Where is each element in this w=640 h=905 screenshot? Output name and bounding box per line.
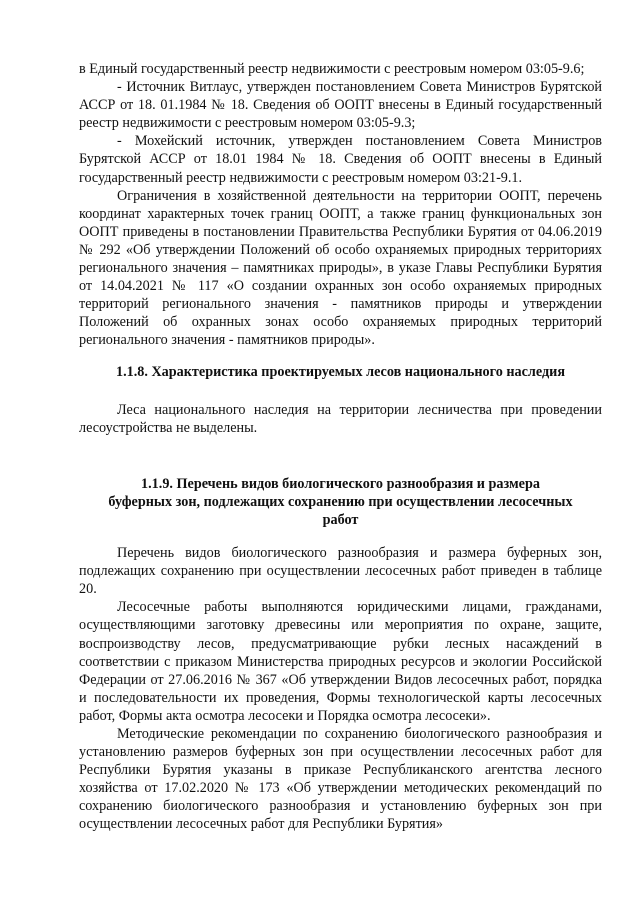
heading-1-1-9-line-1: 1.1.9. Перечень видов биологического разнообразия и размера xyxy=(141,475,540,492)
heading-1-1-9-line-3: работ xyxy=(322,511,359,528)
paragraph-restrictions: Ограничения в хозяйственной деятельности на территории ООПТ, перечень координат характерных точек границ ООПТ, а также границ функциональных зон ООПТ приведены в постановлении Правительства Республики Бурятия от 04.06.2019 № 292 «Об утверждении Положений об особо охраняемых природных территориях регионального значения – памятниках природы», в указе Главы Республики Бурятия от 14.04.2021 № 117 «О создании охранных зон особо охраняемых природных территорий регионального значения - памятников природы и утверждении Положений об охранных зонах особо охраняемых природных территорий регионального значения - памятников природы». xyxy=(79,187,602,349)
heading-1-1-8: 1.1.8. Характеристика проектируемых лесов национального наследия xyxy=(115,363,566,380)
paragraph-vitlaus-source: - Источник Витлаус, утвержден постановлением Совета Министров Бурятской АССР от 18. 01.1984 № 18. Сведения об ООПТ внесены в Единый государственный реестр недвижимости с реестровым номером 03:05-9.3; xyxy=(79,79,602,132)
paragraph-biodiversity-list: Перечень видов биологического разнообразия и размера буферных зон, подлежащих сохранению при осуществлении лесосечных работ приведен в таблице 20. xyxy=(79,545,602,598)
paragraph-registry-continuation: в Единый государственный реестр недвижимости с реестровым номером 03:05-9.6; xyxy=(79,61,585,77)
heading-1-1-9-line-2: буферных зон, подлежащих сохранению при осуществлении лесосечных xyxy=(108,493,573,510)
heading-1-1-9 xyxy=(79,475,602,529)
document-page xyxy=(79,60,602,834)
paragraph-national-heritage-forests: Леса национального наследия на территории лесничества при проведении лесоустройства не выделены. xyxy=(79,401,602,436)
paragraph-logging-works: Лесосечные работы выполняются юридическими лицами, гражданами, осуществляющими заготовку древесины или мероприятия по охране, защите, воспроизводству лесов, предусматривающие рубки лесных насаждений в соответствии с приказом Министерства природных ресурсов и экологии Российской Федерации от 27.06.2016 № 367 «Об утверждении Видов лесосечных работ, порядка и последовательности их проведения, Формы технологической карты лесосечных работ, Формы акта осмотра лесосеки и Порядка осмотра лесосеки». xyxy=(79,599,602,724)
paragraph-methodical-recommendations: Методические рекомендации по сохранению биологического разнообразия и установлению размеров буферных зон при осуществлении лесосечных работ для Республики Бурятия указаны в приказе Республиканского агентства лесного хозяйства от 17.02.2020 № 173 «Об утверждении методических рекомендаций по сохранению биологического разнообразия и установлению буферных зон при осуществлении лесосечных работ для Республики Бурятия» xyxy=(79,726,602,833)
paragraph-mokheisky-source: - Мохейский источник, утвержден постановлением Совета Министров Бурятской АССР от 18.01 1984 № 18. Сведения об ООПТ внесены в Единый государственный реестр недвижимости с реестровым номером 03:21-9.1. xyxy=(79,133,602,186)
